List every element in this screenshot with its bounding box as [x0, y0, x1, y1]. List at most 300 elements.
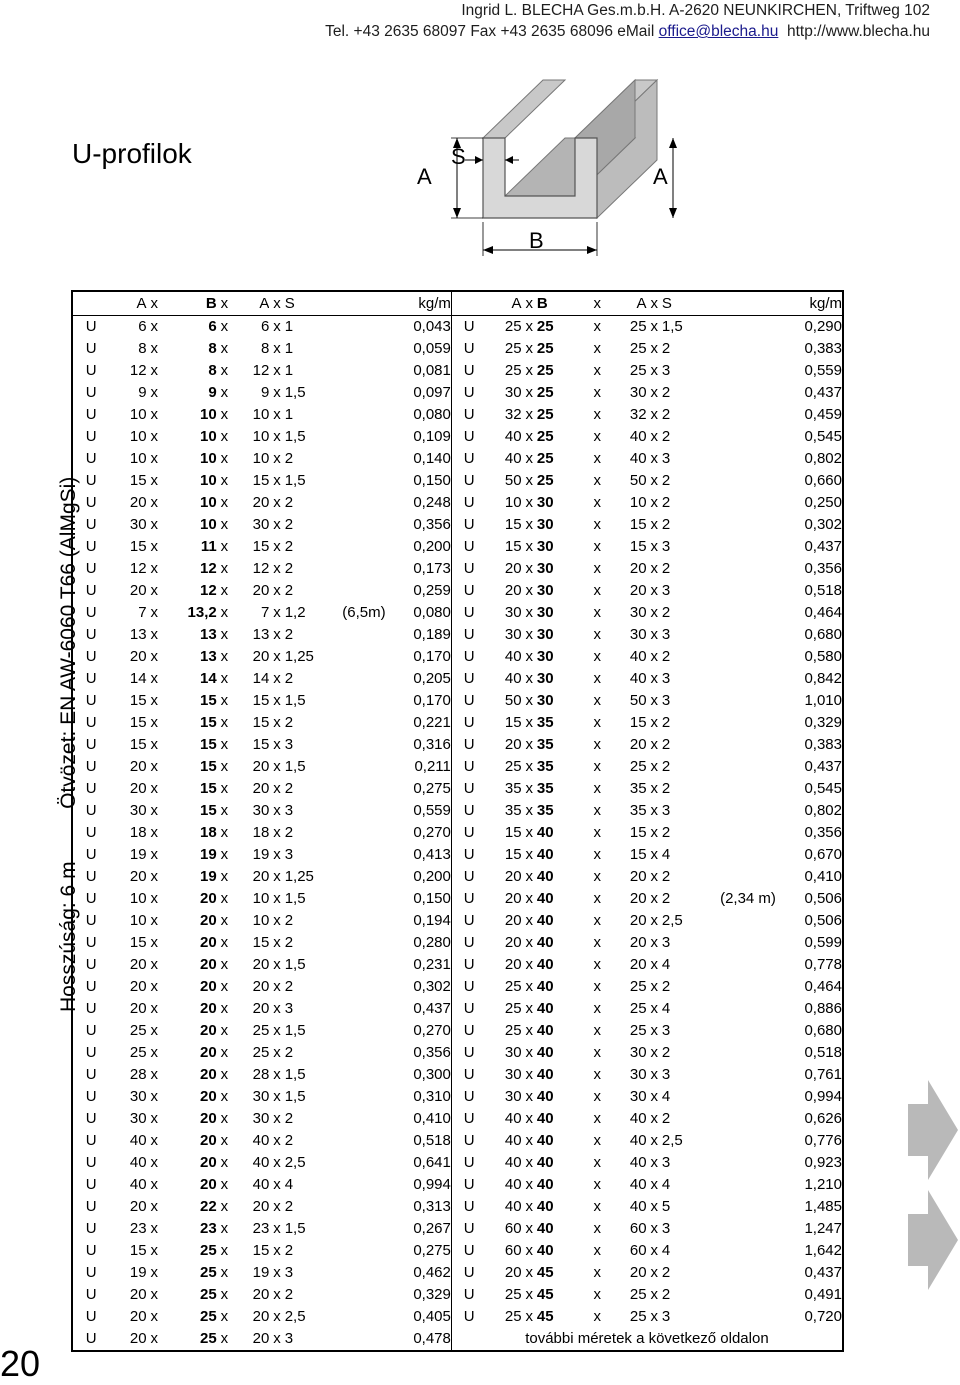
times-sign: x: [650, 582, 658, 599]
dim-b: 15: [200, 802, 217, 819]
length-note: [699, 1086, 776, 1108]
profile-prefix: U: [85, 516, 97, 533]
table-row: [72, 800, 843, 822]
times-sign: x: [650, 472, 658, 489]
dim-s: 3: [661, 626, 671, 643]
times-sign: x: [593, 1000, 601, 1017]
dim-a: 15: [504, 846, 522, 863]
length-note: [324, 404, 385, 426]
alloy-label: Ötvözet: EN AW-6060 T66 (AlMgSi): [57, 476, 80, 809]
dim-b: 45: [536, 1286, 554, 1303]
weight-kgm: 0,437: [804, 758, 842, 775]
dim-s: 1,5: [284, 384, 306, 401]
times-sign: x: [525, 846, 533, 863]
u-profile-diagram: [405, 72, 705, 262]
profile-prefix: U: [85, 736, 97, 753]
weight-kgm: 0,626: [804, 1110, 842, 1127]
length-note: [324, 536, 385, 558]
weight-kgm: 0,170: [386, 690, 452, 712]
table-row: [72, 1152, 843, 1174]
weight-kgm: 0,437: [386, 998, 452, 1020]
dim-b: 30: [536, 648, 554, 665]
dim-b: 30: [536, 494, 554, 511]
dim-b: 25: [536, 340, 554, 357]
times-sign: x: [273, 692, 281, 709]
dim-a2: 30: [252, 802, 270, 819]
dim-a: 40: [504, 1198, 522, 1215]
profile-table: [71, 290, 844, 1352]
page-title: U-profilok: [72, 138, 192, 169]
dim-s: 3: [661, 934, 671, 951]
times-sign: x: [593, 714, 601, 731]
dim-b: 20: [200, 956, 217, 973]
times-sign: x: [273, 780, 281, 797]
times-sign: x: [273, 362, 281, 379]
dim-b: 35: [536, 802, 554, 819]
times-sign: x: [525, 1132, 533, 1149]
dim-b: 40: [536, 846, 554, 863]
times-sign: x: [150, 1242, 158, 1259]
weight-kgm: 0,356: [386, 514, 452, 536]
dim-a2: 40: [629, 428, 647, 445]
length-note: [699, 426, 776, 448]
times-sign: x: [150, 582, 158, 599]
header-x: x: [647, 291, 662, 316]
header-a2: A: [232, 291, 269, 316]
times-sign: x: [525, 428, 533, 445]
weight-kgm: 0,518: [386, 1130, 452, 1152]
times-sign: x: [150, 1088, 158, 1105]
next-page-arrow-icon[interactable]: [908, 1190, 958, 1290]
dim-a2: 25: [629, 1000, 647, 1017]
dim-s: 2,5: [284, 1308, 306, 1325]
header-x: x: [269, 291, 284, 316]
weight-kgm: 0,518: [804, 1044, 842, 1061]
times-sign: x: [593, 1132, 601, 1149]
dim-a: 40: [129, 1154, 147, 1171]
dim-a: 30: [504, 384, 522, 401]
times-sign: x: [650, 1132, 658, 1149]
table-row: [72, 778, 843, 800]
times-sign: x: [525, 670, 533, 687]
length-note: [699, 866, 776, 888]
table-row: [72, 1086, 843, 1108]
dim-a: 15: [129, 472, 147, 489]
profile-prefix: U: [463, 1286, 475, 1303]
email-link[interactable]: office@blecha.hu: [658, 23, 779, 40]
dim-b: 25: [536, 318, 554, 335]
times-sign: x: [593, 692, 601, 709]
times-sign: x: [525, 780, 533, 797]
times-sign: x: [273, 956, 281, 973]
dim-s: 1,5: [284, 428, 306, 445]
times-sign: x: [593, 890, 601, 907]
arrowhead-b-right: [587, 246, 597, 254]
length-note: [699, 536, 776, 558]
dim-a2: 60: [629, 1242, 647, 1259]
table-row: [72, 360, 843, 382]
times-sign: x: [525, 494, 533, 511]
header-a: A: [109, 291, 146, 316]
length-note: [699, 1240, 776, 1262]
weight-kgm: 0,189: [386, 624, 452, 646]
weight-kgm: 0,923: [804, 1154, 842, 1171]
length-note: [324, 558, 385, 580]
times-sign: x: [593, 318, 601, 335]
times-sign: x: [650, 1110, 658, 1127]
dim-s: 4: [661, 1176, 671, 1193]
length-note: [699, 602, 776, 624]
dim-s: 2: [284, 978, 294, 995]
times-sign: x: [220, 824, 229, 841]
times-sign: x: [220, 1154, 229, 1171]
header-x: x: [217, 291, 232, 316]
profile-prefix: U: [85, 868, 97, 885]
dim-s: 3: [284, 1000, 294, 1017]
profile-prefix: U: [463, 428, 475, 445]
times-sign: x: [593, 340, 601, 357]
profile-prefix: U: [85, 472, 97, 489]
dim-b: 20: [200, 978, 217, 995]
profile-prefix: U: [85, 912, 97, 929]
times-sign: x: [650, 956, 658, 973]
times-sign: x: [593, 1154, 601, 1171]
times-sign: x: [150, 428, 158, 445]
times-sign: x: [593, 384, 601, 401]
times-sign: x: [525, 978, 533, 995]
dim-a: 25: [129, 1022, 147, 1039]
dim-b: 45: [536, 1308, 554, 1325]
arrowhead-a-right-bottom: [669, 208, 677, 218]
dim-s: 2: [661, 780, 671, 797]
dim-a2: 20: [252, 758, 270, 775]
times-sign: x: [525, 1220, 533, 1237]
table-row: [72, 492, 843, 514]
dim-a2: 10: [252, 428, 270, 445]
length-note: [324, 1152, 385, 1174]
dim-b: 40: [536, 912, 554, 929]
dim-a2: 40: [629, 648, 647, 665]
dim-s: 2,5: [661, 1132, 683, 1149]
times-sign: x: [220, 692, 229, 709]
dim-b: 25: [536, 472, 554, 489]
profile-prefix: U: [463, 1000, 475, 1017]
profile-prefix: U: [85, 670, 97, 687]
times-sign: x: [273, 450, 281, 467]
dim-b: 25: [536, 362, 554, 379]
header-kgm: kg/m: [776, 291, 843, 316]
times-sign: x: [273, 582, 281, 599]
dim-a2: 12: [252, 362, 270, 379]
table-row: [72, 338, 843, 360]
length-note: [699, 800, 776, 822]
times-sign: x: [273, 934, 281, 951]
length-note: [699, 492, 776, 514]
length-note: [699, 778, 776, 800]
times-sign: x: [525, 362, 533, 379]
dim-s: 3: [661, 1154, 671, 1171]
times-sign: x: [650, 758, 658, 775]
times-sign: x: [650, 802, 658, 819]
times-sign: x: [593, 428, 601, 445]
dim-a: 10: [129, 912, 147, 929]
dim-a2: 15: [252, 736, 270, 753]
weight-kgm: 0,200: [386, 536, 452, 558]
times-sign: x: [593, 604, 601, 621]
dim-s: 3: [661, 538, 671, 555]
dim-a: 40: [129, 1176, 147, 1193]
times-sign: x: [525, 824, 533, 841]
dim-a2: 9: [261, 384, 270, 401]
weight-kgm: 0,491: [804, 1286, 842, 1303]
times-sign: x: [220, 582, 229, 599]
dim-b: 20: [200, 1176, 217, 1193]
times-sign: x: [525, 890, 533, 907]
weight-kgm: 0,994: [386, 1174, 452, 1196]
profile-prefix: U: [85, 1330, 97, 1347]
times-sign: x: [273, 890, 281, 907]
length-note: [699, 1306, 776, 1328]
times-sign: x: [650, 692, 658, 709]
times-sign: x: [525, 868, 533, 885]
times-sign: x: [150, 912, 158, 929]
dim-a: 30: [504, 604, 522, 621]
dim-a: 40: [504, 1132, 522, 1149]
dim-s: 3: [284, 736, 294, 753]
times-sign: x: [593, 1198, 601, 1215]
dim-s: 4: [661, 1000, 671, 1017]
dim-b: 20: [200, 912, 217, 929]
dim-s: 3: [661, 1308, 671, 1325]
dim-b: 9: [208, 384, 217, 401]
weight-kgm: 0,290: [804, 318, 842, 335]
length-note: [324, 1086, 385, 1108]
times-sign: x: [525, 1308, 533, 1325]
dim-b: 13: [200, 626, 217, 643]
dim-a2: 25: [252, 1022, 270, 1039]
weight-kgm: 0,140: [386, 448, 452, 470]
times-sign: x: [650, 604, 658, 621]
dim-a: 40: [504, 428, 522, 445]
times-sign: x: [593, 450, 601, 467]
times-sign: x: [525, 934, 533, 951]
times-sign: x: [273, 1286, 281, 1303]
dim-s: 2,5: [661, 912, 683, 929]
times-sign: x: [273, 670, 281, 687]
dim-b: 20: [200, 1066, 217, 1083]
dim-a2: 14: [252, 670, 270, 687]
times-sign: x: [273, 912, 281, 929]
times-sign: x: [525, 582, 533, 599]
table-row: [72, 888, 843, 910]
dim-s: 2: [284, 516, 294, 533]
profile-prefix: U: [463, 868, 475, 885]
header-b: B: [537, 291, 581, 316]
times-sign: x: [273, 736, 281, 753]
dim-a2: 10: [252, 450, 270, 467]
dim-a: 7: [138, 604, 147, 621]
dim-s: 3: [284, 846, 294, 863]
length-note: [324, 1020, 385, 1042]
dim-a: 20: [129, 978, 147, 995]
times-sign: x: [220, 604, 229, 621]
times-sign: x: [273, 1088, 281, 1105]
header-x: x: [581, 291, 614, 316]
weight-kgm: 0,506: [804, 912, 842, 929]
times-sign: x: [220, 934, 229, 951]
dim-a2: 35: [629, 780, 647, 797]
profile-prefix: U: [463, 1132, 475, 1149]
times-sign: x: [650, 714, 658, 731]
times-sign: x: [525, 450, 533, 467]
weight-kgm: 0,670: [804, 846, 842, 863]
times-sign: x: [220, 494, 229, 511]
dim-a2: 30: [629, 1088, 647, 1105]
weight-kgm: 0,310: [386, 1086, 452, 1108]
length-note: [699, 1042, 776, 1064]
dim-s: 2: [661, 1110, 671, 1127]
length-note: [699, 954, 776, 976]
table-row: [72, 624, 843, 646]
table-row: [72, 954, 843, 976]
length-note: [324, 1262, 385, 1284]
length-note: [699, 1174, 776, 1196]
profile-prefix: U: [463, 560, 475, 577]
times-sign: x: [150, 1286, 158, 1303]
dim-a2: 30: [252, 1110, 270, 1127]
dim-b: 15: [200, 714, 217, 731]
times-sign: x: [273, 384, 281, 401]
dim-s: 2: [661, 340, 671, 357]
times-sign: x: [150, 538, 158, 555]
times-sign: x: [220, 1198, 229, 1215]
times-sign: x: [593, 1264, 601, 1281]
weight-kgm: 0,559: [386, 800, 452, 822]
dim-a: 15: [129, 692, 147, 709]
dim-a2: 25: [629, 758, 647, 775]
dim-a2: 20: [252, 582, 270, 599]
dim-s: 2: [284, 450, 294, 467]
dim-a2: 20: [252, 978, 270, 995]
profile-prefix: U: [85, 824, 97, 841]
dim-a: 60: [504, 1242, 522, 1259]
profile-prefix: U: [463, 714, 475, 731]
profile-prefix: U: [85, 1308, 97, 1325]
dim-a: 40: [504, 648, 522, 665]
dim-s: 2: [284, 494, 294, 511]
times-sign: x: [273, 1242, 281, 1259]
dim-a2: 20: [252, 1198, 270, 1215]
times-sign: x: [150, 384, 158, 401]
weight-kgm: 0,270: [386, 822, 452, 844]
dim-b: 40: [536, 1220, 554, 1237]
profile-prefix: U: [463, 538, 475, 555]
times-sign: x: [525, 692, 533, 709]
dim-a: 25: [504, 340, 522, 357]
length-note: [324, 470, 385, 492]
profile-prefix: U: [463, 1242, 475, 1259]
length-note: [699, 1130, 776, 1152]
dim-a: 15: [504, 538, 522, 555]
times-sign: x: [650, 516, 658, 533]
dim-s: 4: [661, 956, 671, 973]
weight-kgm: 0,680: [804, 626, 842, 643]
times-sign: x: [273, 802, 281, 819]
dim-a: 20: [129, 1308, 147, 1325]
length-note: [324, 426, 385, 448]
times-sign: x: [220, 1308, 229, 1325]
dim-a: 20: [129, 780, 147, 797]
dim-s: 4: [284, 1176, 294, 1193]
table-row: [72, 646, 843, 668]
length-note: [324, 1064, 385, 1086]
dim-s: 3: [661, 450, 671, 467]
dim-a: 20: [129, 868, 147, 885]
dim-s: 2: [284, 626, 294, 643]
next-page-arrow-icon[interactable]: [908, 1080, 958, 1180]
times-sign: x: [525, 1264, 533, 1281]
dim-s: 2,5: [284, 1154, 306, 1171]
table-row: [72, 844, 843, 866]
weight-kgm: 0,250: [804, 494, 842, 511]
dim-b: 45: [536, 1264, 554, 1281]
weight-kgm: 0,231: [386, 954, 452, 976]
profile-prefix: U: [463, 1154, 475, 1171]
dim-a2: 25: [629, 318, 647, 335]
arrowhead-s-left: [475, 156, 483, 164]
times-sign: x: [220, 648, 229, 665]
dim-a2: 30: [629, 604, 647, 621]
header-kgm: kg/m: [386, 291, 452, 316]
profile-prefix: U: [463, 802, 475, 819]
times-sign: x: [150, 780, 158, 797]
table-row: [72, 1064, 843, 1086]
dim-s: 1,25: [284, 868, 314, 885]
times-sign: x: [150, 648, 158, 665]
dim-a: 19: [129, 1264, 147, 1281]
profile-prefix: U: [463, 1264, 475, 1281]
times-sign: x: [273, 1132, 281, 1149]
dim-a2: 12: [252, 560, 270, 577]
times-sign: x: [150, 934, 158, 951]
dim-a: 20: [129, 648, 147, 665]
times-sign: x: [150, 1264, 158, 1281]
times-sign: x: [220, 1242, 229, 1259]
dim-a2: 60: [629, 1220, 647, 1237]
times-sign: x: [150, 318, 158, 335]
weight-kgm: 0,660: [804, 472, 842, 489]
times-sign: x: [150, 516, 158, 533]
weight-kgm: 0,437: [804, 384, 842, 401]
times-sign: x: [220, 560, 229, 577]
times-sign: x: [525, 1066, 533, 1083]
times-sign: x: [220, 472, 229, 489]
dim-a: 25: [504, 318, 522, 335]
times-sign: x: [650, 648, 658, 665]
length-note: [324, 822, 385, 844]
times-sign: x: [273, 868, 281, 885]
company-header: [325, 0, 930, 42]
times-sign: x: [593, 626, 601, 643]
weight-kgm: 0,599: [804, 934, 842, 951]
dim-b: 19: [200, 868, 217, 885]
table-row: [72, 1042, 843, 1064]
profile-prefix: U: [463, 1044, 475, 1061]
times-sign: x: [150, 1110, 158, 1127]
weight-kgm: 0,270: [386, 1020, 452, 1042]
dim-b: 30: [536, 604, 554, 621]
dim-s: 1,25: [284, 648, 314, 665]
